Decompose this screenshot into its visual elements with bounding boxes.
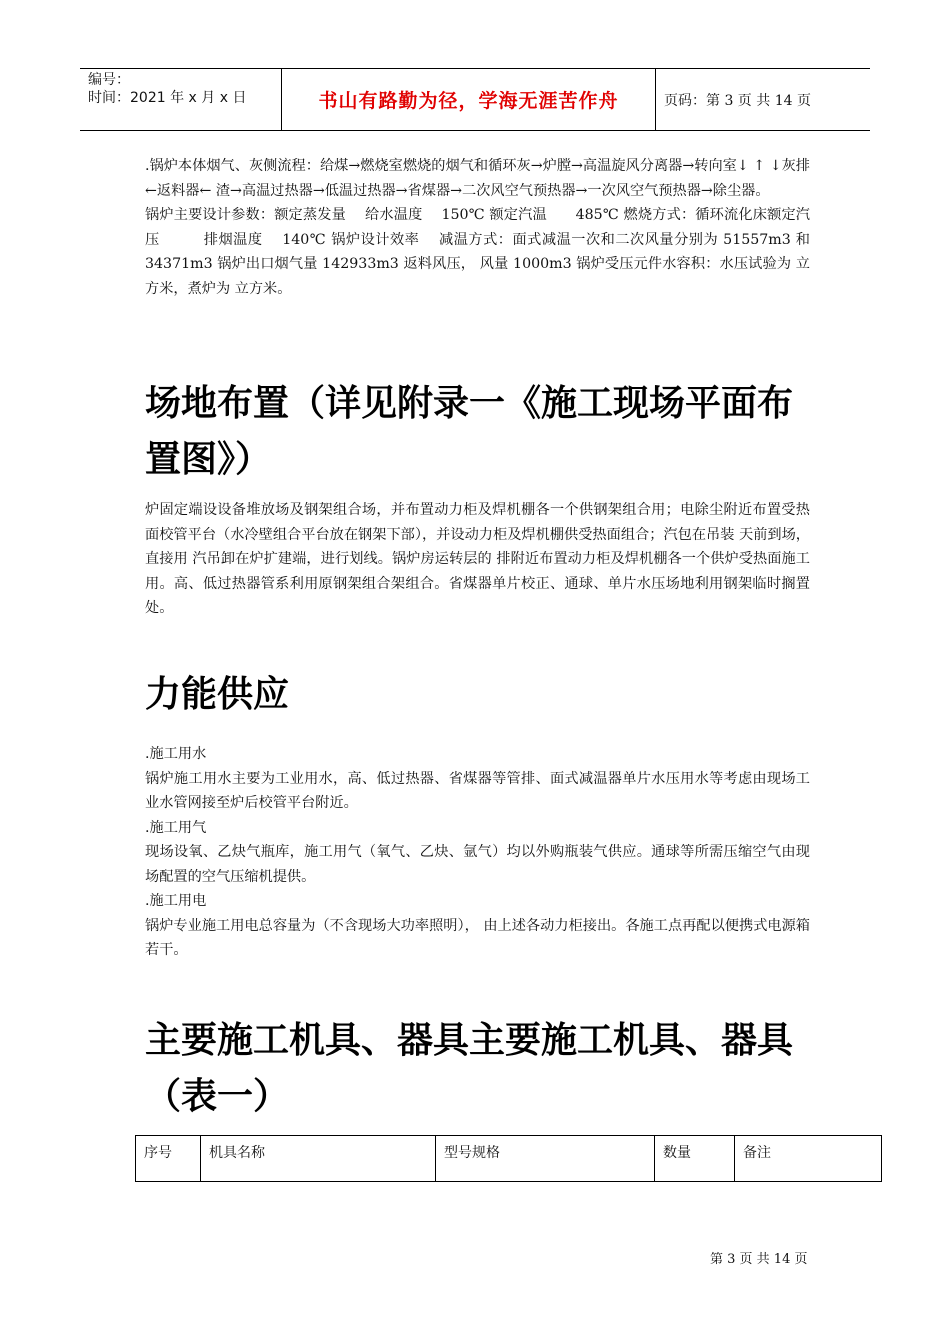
header-time-label: 时间：2021 年 x 月 x 日 <box>88 90 247 106</box>
site-layout-paragraph: 炉固定端设设备堆放场及钢架组合场，并布置动力柜及焊机棚各一个供钢架组合用；电除尘附近布置受热面校管平台（水冷壁组合平台放在钢架下部），并设动力柜及焊机棚供受热面组合；汽包在吊装 天前到场，直接用 汽吊卸在炉扩建端，进行划线。锅炉房运转层的 排附近布置动力柜及焊机棚各一个供炉受热面施工用。高、低过热器管系利用原钢架组合架组合。省煤器单片校正、通球、单片水压场地利用钢架临时搁置处。 <box>145 502 810 616</box>
intro-section <box>145 154 810 301</box>
power-supply-section <box>145 742 810 963</box>
table-header-cell-index: 序号 <box>136 1136 201 1182</box>
header-motto: 书山有路勤为径，学海无涯苦作舟 <box>281 69 656 130</box>
table-header-row <box>136 1136 882 1182</box>
header-page-info: 页码：第 3 页 共 14 页 <box>664 92 811 109</box>
header-meta <box>88 71 278 107</box>
table-header-cell-qty: 数量 <box>655 1136 735 1182</box>
intro-paragraph-flow: .锅炉本体烟气、灰侧流程：给煤→燃烧室燃烧的烟气和循环灰→炉膛→高温旋风分离器→转向室↓ ↑ ↓灰排←返料器← 渣→高温过热器→低温过热器→省煤器→二次风空气预热器→一次风空气预热器→除尘器。 <box>145 158 810 199</box>
table-header-cell-spec: 型号规格 <box>436 1136 655 1182</box>
page-header <box>80 68 870 131</box>
water-subtitle: .施工用水 <box>145 746 207 762</box>
page-footer: 第 3 页 共 14 页 <box>710 1252 808 1267</box>
section-heading-tools: 主要施工机具、器具主要施工机具、器具（表一） <box>145 1020 794 1117</box>
intro-paragraph-params: 锅炉主要设计参数：额定蒸发量 给水温度 150℃ 额定汽温 485℃ 燃烧方式：循环流化床额定汽压 排烟温度 140℃ 锅炉设计效率 减温方式：面式减温一次和二次风量分别为 51557m3 和 34371m3 锅炉出口烟气量 142933m3 返料风压， 风量 1000m3 锅炉受压元件水容积：水压试验为 立方米，煮炉为 立方米。 <box>145 207 810 297</box>
gas-subtitle: .施工用气 <box>145 819 207 836</box>
site-layout-section <box>145 498 810 621</box>
power-subtitle: .施工用电 <box>145 893 207 909</box>
table-header-cell-name: 机具名称 <box>201 1136 436 1182</box>
section-heading-power-supply: 力能供应 <box>145 674 290 715</box>
header-number-label: 编号： <box>88 72 130 88</box>
gas-paragraph: 现场设氧、乙炔气瓶库，施工用气（氧气、乙炔、氩气）均以外购瓶装气供应。通球等所需压缩空气由现场配置的空气压缩机提供。 <box>145 844 810 885</box>
power-paragraph: 锅炉专业施工用电总容量为（不含现场大功率照明）， 由上述各动力柜接出。各施工点再配以便携式电源箱若干。 <box>145 917 810 958</box>
water-paragraph: 锅炉施工用水主要为工业用水，高、低过热器、省煤器等管排、面式减温器单片水压用水等考虑由现场工业水管网接至炉后校管平台附近。 <box>145 770 810 811</box>
table-header-cell-remark: 备注 <box>735 1136 882 1182</box>
tools-table <box>135 1135 882 1182</box>
section-heading-site-layout: 场地布置（详见附录一《施工现场平面布置图》） <box>145 383 794 480</box>
